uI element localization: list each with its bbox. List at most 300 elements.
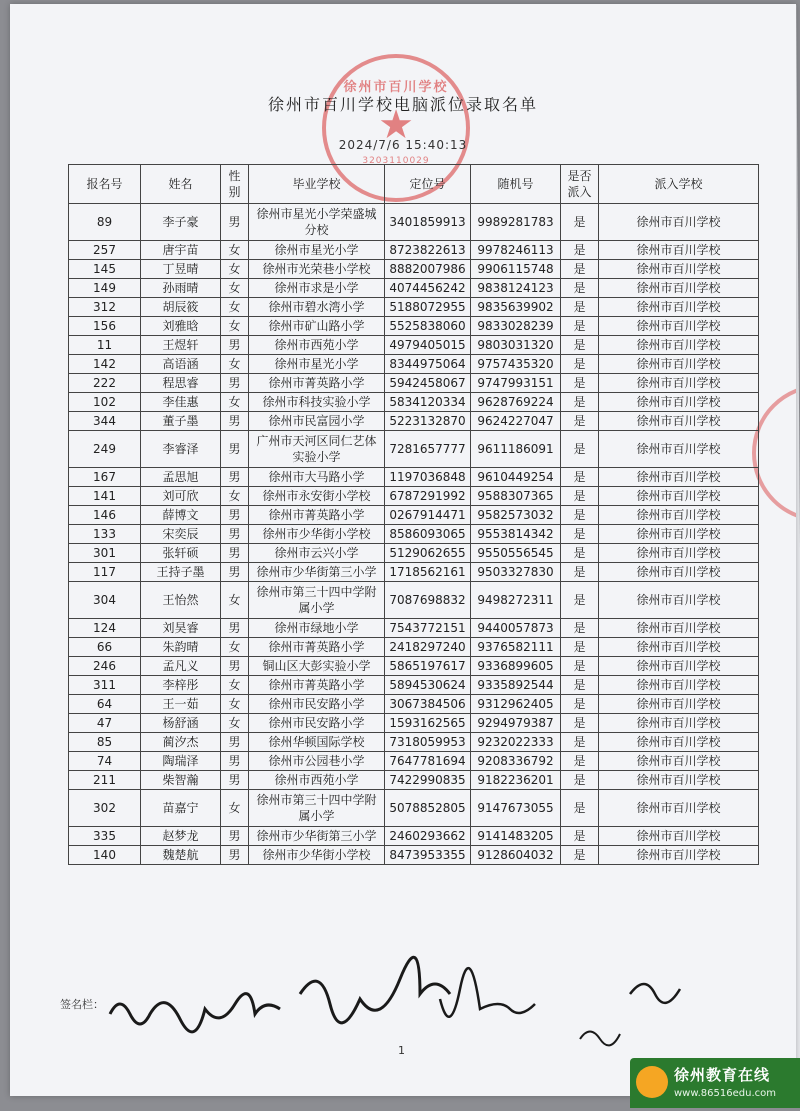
cell-assigned-school: 徐州市百川学校 — [599, 714, 759, 733]
cell-gender: 男 — [221, 827, 249, 846]
cell-assigned-school: 徐州市百川学校 — [599, 752, 759, 771]
table-row — [69, 619, 759, 638]
cell-name: 李子豪 — [141, 204, 221, 241]
cell-gender: 男 — [221, 733, 249, 752]
document-timestamp: 2024/7/6 15:40:13 — [338, 138, 468, 152]
cell-assigned-school: 徐州市百川学校 — [599, 695, 759, 714]
table-row — [69, 374, 759, 393]
cell-random-no: 9208336792 — [471, 752, 561, 771]
cell-position-no: 8723822613 — [385, 241, 471, 260]
cell-assigned-school: 徐州市百川学校 — [599, 771, 759, 790]
cell-gender: 男 — [221, 544, 249, 563]
cell-name: 王煜轩 — [141, 336, 221, 355]
cell-position-no: 8473953355 — [385, 846, 471, 865]
cell-random-no: 9294979387 — [471, 714, 561, 733]
cell-assigned-school: 徐州市百川学校 — [599, 733, 759, 752]
header-assigned-school: 派入学校 — [599, 165, 759, 204]
cell-name: 苗嘉宁 — [141, 790, 221, 827]
cell-admitted: 是 — [561, 676, 599, 695]
cell-admitted: 是 — [561, 714, 599, 733]
cell-graduated-school: 徐州市第三十四中学附属小学 — [249, 582, 385, 619]
cell-gender: 男 — [221, 506, 249, 525]
cell-name: 张轩硕 — [141, 544, 221, 563]
cell-gender: 女 — [221, 790, 249, 827]
watermark-title: 徐州教育在线 — [674, 1066, 771, 1084]
cell-random-no: 9503327830 — [471, 563, 561, 582]
cell-graduated-school: 徐州市民安路小学 — [249, 695, 385, 714]
cell-registration-no: 257 — [69, 241, 141, 260]
cell-random-no: 9232022333 — [471, 733, 561, 752]
cell-graduated-school: 徐州华顿国际学校 — [249, 733, 385, 752]
cell-graduated-school: 徐州市星光小学 — [249, 241, 385, 260]
cell-registration-no: 156 — [69, 317, 141, 336]
cell-assigned-school: 徐州市百川学校 — [599, 204, 759, 241]
cell-admitted: 是 — [561, 336, 599, 355]
cell-registration-no: 222 — [69, 374, 141, 393]
cell-graduated-school: 徐州市少华街小学校 — [249, 846, 385, 865]
cell-assigned-school: 徐州市百川学校 — [599, 525, 759, 544]
cell-admitted: 是 — [561, 752, 599, 771]
cell-assigned-school: 徐州市百川学校 — [599, 468, 759, 487]
cell-admitted: 是 — [561, 412, 599, 431]
cell-name: 孟思旭 — [141, 468, 221, 487]
cell-position-no: 1718562161 — [385, 563, 471, 582]
cell-gender: 男 — [221, 525, 249, 544]
cell-gender: 女 — [221, 695, 249, 714]
cell-admitted: 是 — [561, 544, 599, 563]
cell-registration-no: 64 — [69, 695, 141, 714]
cell-assigned-school: 徐州市百川学校 — [599, 412, 759, 431]
cell-registration-no: 47 — [69, 714, 141, 733]
cell-graduated-school: 徐州市菁英路小学 — [249, 374, 385, 393]
cell-position-no: 1593162565 — [385, 714, 471, 733]
cell-registration-no: 249 — [69, 431, 141, 468]
table-row — [69, 468, 759, 487]
cell-name: 蔺汐杰 — [141, 733, 221, 752]
cell-random-no: 9906115748 — [471, 260, 561, 279]
table-row — [69, 827, 759, 846]
cell-graduated-school: 徐州市绿地小学 — [249, 619, 385, 638]
cell-graduated-school: 徐州市星光小学荣盛城分校 — [249, 204, 385, 241]
cell-position-no: 1197036848 — [385, 468, 471, 487]
cell-admitted: 是 — [561, 298, 599, 317]
cell-random-no: 9610449254 — [471, 468, 561, 487]
cell-random-no: 9803031320 — [471, 336, 561, 355]
table-row — [69, 582, 759, 619]
cell-random-no: 9147673055 — [471, 790, 561, 827]
cell-gender: 男 — [221, 374, 249, 393]
cell-assigned-school: 徐州市百川学校 — [599, 355, 759, 374]
cell-registration-no: 124 — [69, 619, 141, 638]
cell-assigned-school: 徐州市百川学校 — [599, 241, 759, 260]
cell-graduated-school: 徐州市菁英路小学 — [249, 506, 385, 525]
cell-gender: 男 — [221, 771, 249, 790]
cell-assigned-school: 徐州市百川学校 — [599, 544, 759, 563]
table-row — [69, 733, 759, 752]
cell-position-no: 2418297240 — [385, 638, 471, 657]
cell-position-no: 3067384506 — [385, 695, 471, 714]
cell-random-no: 9376582111 — [471, 638, 561, 657]
cell-admitted: 是 — [561, 525, 599, 544]
table-row — [69, 846, 759, 865]
cell-admitted: 是 — [561, 279, 599, 298]
table-row — [69, 695, 759, 714]
cell-graduated-school: 徐州市永安街小学校 — [249, 487, 385, 506]
cell-registration-no: 304 — [69, 582, 141, 619]
cell-registration-no: 85 — [69, 733, 141, 752]
table-row — [69, 638, 759, 657]
cell-registration-no: 66 — [69, 638, 141, 657]
cell-position-no: 7318059953 — [385, 733, 471, 752]
cell-graduated-school: 徐州市少华街第三小学 — [249, 827, 385, 846]
cell-graduated-school: 徐州市科技实验小学 — [249, 393, 385, 412]
cell-position-no: 7543772151 — [385, 619, 471, 638]
cell-admitted: 是 — [561, 317, 599, 336]
cell-assigned-school: 徐州市百川学校 — [599, 336, 759, 355]
cell-graduated-school: 徐州市矿山路小学 — [249, 317, 385, 336]
cell-registration-no: 11 — [69, 336, 141, 355]
cell-gender: 男 — [221, 846, 249, 865]
cell-position-no: 5834120334 — [385, 393, 471, 412]
cell-assigned-school: 徐州市百川学校 — [599, 790, 759, 827]
header-name: 姓名 — [141, 165, 221, 204]
cell-gender: 女 — [221, 241, 249, 260]
cell-registration-no: 142 — [69, 355, 141, 374]
cell-gender: 男 — [221, 336, 249, 355]
cell-assigned-school: 徐州市百川学校 — [599, 260, 759, 279]
cell-admitted: 是 — [561, 619, 599, 638]
cell-gender: 女 — [221, 487, 249, 506]
header-gender: 性别 — [221, 165, 249, 204]
cell-random-no: 9182236201 — [471, 771, 561, 790]
cell-gender: 女 — [221, 676, 249, 695]
cell-gender: 男 — [221, 431, 249, 468]
cell-gender: 女 — [221, 355, 249, 374]
table-row — [69, 676, 759, 695]
cell-random-no: 9141483205 — [471, 827, 561, 846]
table-row — [69, 241, 759, 260]
cell-random-no: 9611186091 — [471, 431, 561, 468]
cell-graduated-school: 徐州市求是小学 — [249, 279, 385, 298]
cell-name: 唐宇苗 — [141, 241, 221, 260]
handwritten-signatures — [100, 954, 740, 1064]
table-row — [69, 336, 759, 355]
cell-registration-no: 167 — [69, 468, 141, 487]
cell-random-no: 9440057873 — [471, 619, 561, 638]
cell-assigned-school: 徐州市百川学校 — [599, 506, 759, 525]
cell-gender: 男 — [221, 619, 249, 638]
cell-assigned-school: 徐州市百川学校 — [599, 676, 759, 695]
site-watermark — [630, 1058, 800, 1108]
cell-gender: 女 — [221, 582, 249, 619]
cell-registration-no: 335 — [69, 827, 141, 846]
cell-gender: 女 — [221, 279, 249, 298]
header-registration-no: 报名号 — [69, 165, 141, 204]
table-row — [69, 487, 759, 506]
cell-admitted: 是 — [561, 563, 599, 582]
cell-position-no: 8586093065 — [385, 525, 471, 544]
cell-random-no: 9833028239 — [471, 317, 561, 336]
cell-assigned-school: 徐州市百川学校 — [599, 619, 759, 638]
cell-name: 杨舒涵 — [141, 714, 221, 733]
cell-registration-no: 74 — [69, 752, 141, 771]
cell-random-no: 9498272311 — [471, 582, 561, 619]
cell-admitted: 是 — [561, 695, 599, 714]
table-row — [69, 204, 759, 241]
cell-name: 胡辰筱 — [141, 298, 221, 317]
cell-position-no: 0267914471 — [385, 506, 471, 525]
cell-name: 王一茹 — [141, 695, 221, 714]
cell-admitted: 是 — [561, 657, 599, 676]
signature-label: 签名栏： — [60, 998, 104, 1011]
cell-gender: 女 — [221, 714, 249, 733]
cell-gender: 男 — [221, 204, 249, 241]
cell-graduated-school: 徐州市西苑小学 — [249, 771, 385, 790]
cell-registration-no: 312 — [69, 298, 141, 317]
cell-position-no: 7281657777 — [385, 431, 471, 468]
cell-assigned-school: 徐州市百川学校 — [599, 827, 759, 846]
cell-name: 赵梦龙 — [141, 827, 221, 846]
cell-registration-no: 211 — [69, 771, 141, 790]
document-title: 徐州市百川学校电脑派位录取名单 — [267, 95, 538, 114]
cell-position-no: 5188072955 — [385, 298, 471, 317]
cell-name: 李睿泽 — [141, 431, 221, 468]
cell-position-no: 6787291992 — [385, 487, 471, 506]
table-row — [69, 771, 759, 790]
cell-name: 朱韵晴 — [141, 638, 221, 657]
cell-assigned-school: 徐州市百川学校 — [599, 393, 759, 412]
cell-registration-no: 246 — [69, 657, 141, 676]
cell-random-no: 9757435320 — [471, 355, 561, 374]
cell-registration-no: 302 — [69, 790, 141, 827]
cell-gender: 男 — [221, 752, 249, 771]
cell-registration-no: 141 — [69, 487, 141, 506]
cell-random-no: 9588307365 — [471, 487, 561, 506]
cell-graduated-school: 徐州市少华街第三小学 — [249, 563, 385, 582]
table-row — [69, 279, 759, 298]
cell-admitted: 是 — [561, 355, 599, 374]
cell-position-no: 5894530624 — [385, 676, 471, 695]
cell-random-no: 9553814342 — [471, 525, 561, 544]
cell-random-no: 9312962405 — [471, 695, 561, 714]
cell-admitted: 是 — [561, 487, 599, 506]
cell-position-no: 3401859913 — [385, 204, 471, 241]
cell-name: 董子墨 — [141, 412, 221, 431]
cell-graduated-school: 徐州市大马路小学 — [249, 468, 385, 487]
cell-admitted: 是 — [561, 241, 599, 260]
cell-position-no: 4979405015 — [385, 336, 471, 355]
cell-admitted: 是 — [561, 771, 599, 790]
cell-graduated-school: 徐州市云兴小学 — [249, 544, 385, 563]
cell-position-no: 5078852805 — [385, 790, 471, 827]
cell-position-no: 4074456242 — [385, 279, 471, 298]
table-row — [69, 393, 759, 412]
table-header-row — [69, 165, 759, 204]
cell-random-no: 9978246113 — [471, 241, 561, 260]
cell-assigned-school: 徐州市百川学校 — [599, 487, 759, 506]
cell-registration-no: 145 — [69, 260, 141, 279]
cell-name: 柴智瀚 — [141, 771, 221, 790]
cell-admitted: 是 — [561, 638, 599, 657]
cell-gender: 女 — [221, 298, 249, 317]
cell-assigned-school: 徐州市百川学校 — [599, 582, 759, 619]
cell-name: 魏楚航 — [141, 846, 221, 865]
table-row — [69, 544, 759, 563]
cell-position-no: 5865197617 — [385, 657, 471, 676]
cell-graduated-school: 铜山区大彭实验小学 — [249, 657, 385, 676]
cell-gender: 女 — [221, 260, 249, 279]
cell-random-no: 9335892544 — [471, 676, 561, 695]
table-row — [69, 563, 759, 582]
cell-gender: 女 — [221, 638, 249, 657]
cell-graduated-school: 徐州市菁英路小学 — [249, 676, 385, 695]
cell-position-no: 5525838060 — [385, 317, 471, 336]
document-page — [10, 4, 796, 1096]
cell-random-no: 9582573032 — [471, 506, 561, 525]
seal-star-icon: ★ — [378, 102, 414, 148]
table-row — [69, 752, 759, 771]
cell-registration-no: 133 — [69, 525, 141, 544]
table-row — [69, 525, 759, 544]
table-row — [69, 657, 759, 676]
table-row — [69, 260, 759, 279]
cell-name: 陶瑞泽 — [141, 752, 221, 771]
site-logo-icon — [636, 1066, 668, 1098]
cell-random-no: 9747993151 — [471, 374, 561, 393]
cell-graduated-school: 徐州市公园巷小学 — [249, 752, 385, 771]
table-row — [69, 298, 759, 317]
cell-position-no: 5129062655 — [385, 544, 471, 563]
cell-registration-no: 102 — [69, 393, 141, 412]
cell-position-no: 5942458067 — [385, 374, 471, 393]
table-body — [69, 204, 759, 865]
cell-gender: 男 — [221, 657, 249, 676]
cell-name: 李梓彤 — [141, 676, 221, 695]
cell-admitted: 是 — [561, 582, 599, 619]
cell-name: 王持子墨 — [141, 563, 221, 582]
seal-code: 3203110029 — [362, 156, 430, 166]
cell-assigned-school: 徐州市百川学校 — [599, 374, 759, 393]
header-admitted: 是否派入 — [561, 165, 599, 204]
cell-registration-no: 311 — [69, 676, 141, 695]
cell-admitted: 是 — [561, 846, 599, 865]
cell-registration-no: 149 — [69, 279, 141, 298]
admission-table — [68, 164, 759, 865]
cell-position-no: 7647781694 — [385, 752, 471, 771]
cell-name: 丁昱晴 — [141, 260, 221, 279]
cell-random-no: 9128604032 — [471, 846, 561, 865]
cell-graduated-school: 徐州市星光小学 — [249, 355, 385, 374]
cell-registration-no: 140 — [69, 846, 141, 865]
cell-admitted: 是 — [561, 393, 599, 412]
cell-position-no: 7422990835 — [385, 771, 471, 790]
table-row — [69, 431, 759, 468]
cell-name: 孙雨晴 — [141, 279, 221, 298]
cell-graduated-school: 徐州市西苑小学 — [249, 336, 385, 355]
table-row — [69, 790, 759, 827]
cell-assigned-school: 徐州市百川学校 — [599, 638, 759, 657]
cell-registration-no: 301 — [69, 544, 141, 563]
cell-assigned-school: 徐州市百川学校 — [599, 563, 759, 582]
cell-name: 王怡然 — [141, 582, 221, 619]
cell-admitted: 是 — [561, 733, 599, 752]
cell-admitted: 是 — [561, 790, 599, 827]
cell-name: 刘雅晗 — [141, 317, 221, 336]
cell-registration-no: 344 — [69, 412, 141, 431]
table-row — [69, 355, 759, 374]
header-position-no: 定位号 — [385, 165, 471, 204]
cell-assigned-school: 徐州市百川学校 — [599, 657, 759, 676]
cell-graduated-school: 徐州市民安路小学 — [249, 714, 385, 733]
cell-graduated-school: 徐州市第三十四中学附属小学 — [249, 790, 385, 827]
cell-name: 薛博文 — [141, 506, 221, 525]
cell-registration-no: 89 — [69, 204, 141, 241]
cell-position-no: 5223132870 — [385, 412, 471, 431]
page-number: 1 — [398, 1044, 405, 1057]
cell-random-no: 9336899605 — [471, 657, 561, 676]
cell-gender: 男 — [221, 563, 249, 582]
cell-admitted: 是 — [561, 260, 599, 279]
cell-graduated-school: 徐州市少华街小学校 — [249, 525, 385, 544]
cell-admitted: 是 — [561, 431, 599, 468]
cell-graduated-school: 广州市天河区同仁艺体实验小学 — [249, 431, 385, 468]
cell-position-no: 2460293662 — [385, 827, 471, 846]
table-row — [69, 412, 759, 431]
cell-gender: 女 — [221, 393, 249, 412]
cell-admitted: 是 — [561, 374, 599, 393]
cell-graduated-school: 徐州市碧水湾小学 — [249, 298, 385, 317]
cell-assigned-school: 徐州市百川学校 — [599, 279, 759, 298]
cell-random-no: 9550556545 — [471, 544, 561, 563]
cell-graduated-school: 徐州市菁英路小学 — [249, 638, 385, 657]
cell-gender: 男 — [221, 468, 249, 487]
cell-name: 刘昊睿 — [141, 619, 221, 638]
cell-admitted: 是 — [561, 204, 599, 241]
cell-registration-no: 117 — [69, 563, 141, 582]
cell-graduated-school: 徐州市光荣巷小学校 — [249, 260, 385, 279]
header-random-no: 随机号 — [471, 165, 561, 204]
cell-random-no: 9838124123 — [471, 279, 561, 298]
cell-random-no: 9989281783 — [471, 204, 561, 241]
table-row — [69, 506, 759, 525]
cell-assigned-school: 徐州市百川学校 — [599, 431, 759, 468]
cell-random-no: 9628769224 — [471, 393, 561, 412]
cell-graduated-school: 徐州市民富园小学 — [249, 412, 385, 431]
cell-admitted: 是 — [561, 468, 599, 487]
cell-gender: 女 — [221, 317, 249, 336]
cell-name: 李佳惠 — [141, 393, 221, 412]
cell-assigned-school: 徐州市百川学校 — [599, 317, 759, 336]
cell-name: 刘可欣 — [141, 487, 221, 506]
cell-registration-no: 146 — [69, 506, 141, 525]
cell-gender: 男 — [221, 412, 249, 431]
table-row — [69, 317, 759, 336]
cell-position-no: 7087698832 — [385, 582, 471, 619]
cell-position-no: 8344975064 — [385, 355, 471, 374]
cell-admitted: 是 — [561, 827, 599, 846]
header-graduated-school: 毕业学校 — [249, 165, 385, 204]
watermark-url: www.86516edu.com — [674, 1088, 776, 1099]
cell-random-no: 9835639902 — [471, 298, 561, 317]
cell-name: 宋奕辰 — [141, 525, 221, 544]
seal-text: 徐州市百川学校 — [343, 80, 449, 95]
cell-name: 高语涵 — [141, 355, 221, 374]
cell-assigned-school: 徐州市百川学校 — [599, 846, 759, 865]
table-row — [69, 714, 759, 733]
cell-position-no: 8882007986 — [385, 260, 471, 279]
cell-admitted: 是 — [561, 506, 599, 525]
cell-name: 程思睿 — [141, 374, 221, 393]
